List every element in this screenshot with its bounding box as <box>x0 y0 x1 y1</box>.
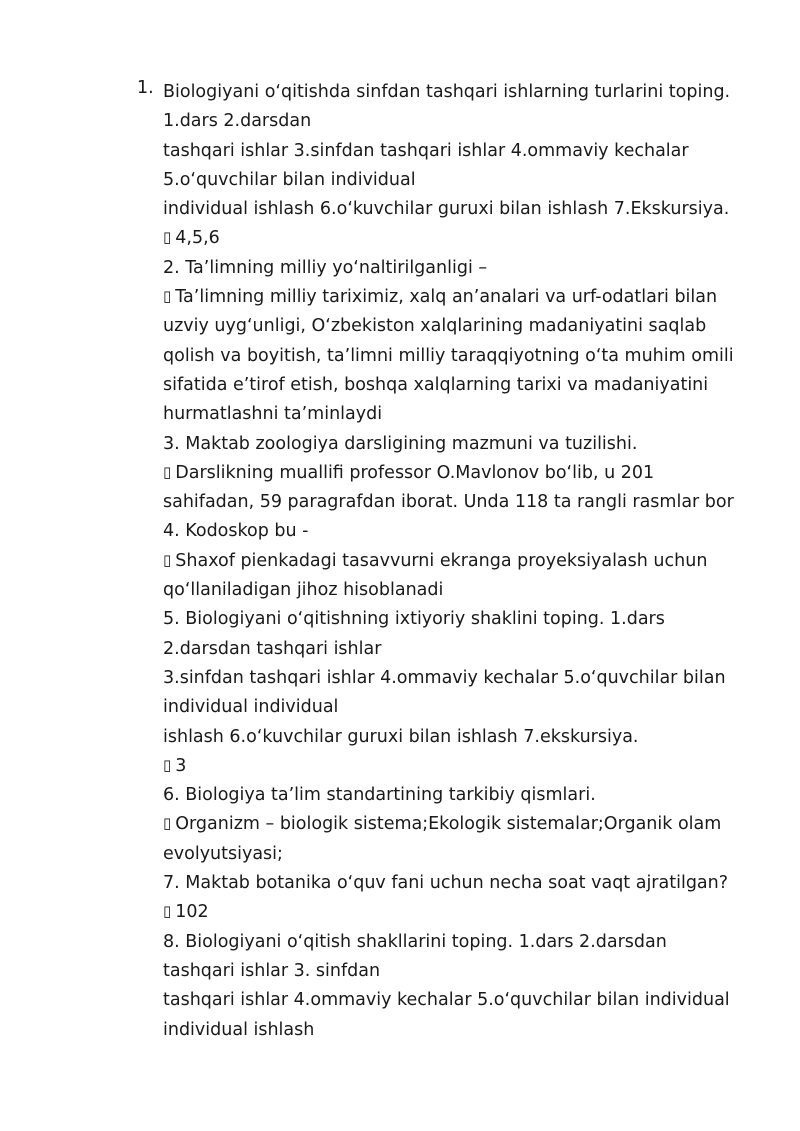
answer-line: ▯ 4,5,6 <box>163 224 763 253</box>
list-number: 1. <box>137 78 154 98</box>
document-body <box>163 78 763 1045</box>
text-line: individual ishlash <box>163 1019 315 1040</box>
text-line: 2.darsdan tashqari ishlar <box>163 638 382 659</box>
text-line: tashqari ishlar 4.ommaviy kechalar 5.o‘quvchilar bilan individual <box>163 990 730 1011</box>
text-line: 1.dars 2.darsdan <box>163 111 312 132</box>
text-line: 5. Biologiyani o‘qitishning ixtiyoriy shaklini toping. 1.dars <box>163 609 665 630</box>
text-line: qo‘llaniladigan jihoz hisoblanadi <box>163 580 444 601</box>
text-line: 6. Biologiya ta’lim standartining tarkibiy qismlari. <box>163 785 596 806</box>
text-line: 2. Ta’limning milliy yo‘naltirilganligi – <box>163 257 488 278</box>
text-line: evolyutsiyasi; <box>163 843 283 864</box>
answer-line: ▯ Darslikning muallifi professor O.Mavlonov bo‘lib, u 201 <box>163 459 763 488</box>
text-line: individual ishlash 6.o‘kuvchilar guruxi bilan ishlash 7.Ekskursiya. <box>163 199 730 220</box>
text-line: individual individual <box>163 697 339 718</box>
text-line: sahifadan, 59 paragrafdan iborat. Unda 118 ta rangli rasmlar bor <box>163 492 734 513</box>
text-line: 8. Biologiyani o‘qitish shakllarini toping. 1.dars 2.darsdan <box>163 931 667 952</box>
text-line: hurmatlashni ta’minlaydi <box>163 404 383 425</box>
text-line: 4. Kodoskop bu - <box>163 521 309 542</box>
text-line: 5.o‘quvchilar bilan individual <box>163 169 416 190</box>
text-line: sifatida e’tirof etish, boshqa xalqlarning tarixi va madaniyatini <box>163 374 709 395</box>
text-line: 3. Maktab zoologiya darsligining mazmuni va tuzilishi. <box>163 433 638 454</box>
text-line: Biologiyani o‘qitishda sinfdan tashqari ishlarning turlarini toping. <box>163 82 731 102</box>
text-line: 7. Maktab botanika o‘quv fani uchun necha soat vaqt ajratilgan? <box>163 873 729 894</box>
answer-line: ▯ 102 <box>163 898 763 927</box>
answer-line: ▯ 3 <box>163 752 763 781</box>
text-line: qolish va boyitish, ta’limni milliy taraqqiyotning o‘ta muhim omili <box>163 345 734 366</box>
answer-line: ▯ Organizm – biologik sistema;Ekologik sistemalar;Organik olam <box>163 810 763 839</box>
text-line: tashqari ishlar 3.sinfdan tashqari ishlar 4.ommaviy kechalar <box>163 140 689 161</box>
answer-line: ▯ Ta’limning milliy tariximiz, xalq an’analari va urf-odatlari bilan <box>163 283 763 312</box>
answer-line: ▯ Shaxof pienkadagi tasavvurni ekranga proyeksiyalash uchun <box>163 547 763 576</box>
text-line: ishlash 6.o‘kuvchilar guruxi bilan ishlash 7.ekskursiya. <box>163 726 639 747</box>
text-line: tashqari ishlar 3. sinfdan <box>163 960 381 981</box>
text-line: uzviy uyg‘unligi, O‘zbekiston xalqlarining madaniyatini saqlab <box>163 316 707 337</box>
text-line: 3.sinfdan tashqari ishlar 4.ommaviy kechalar 5.o‘quvchilar bilan <box>163 667 726 688</box>
